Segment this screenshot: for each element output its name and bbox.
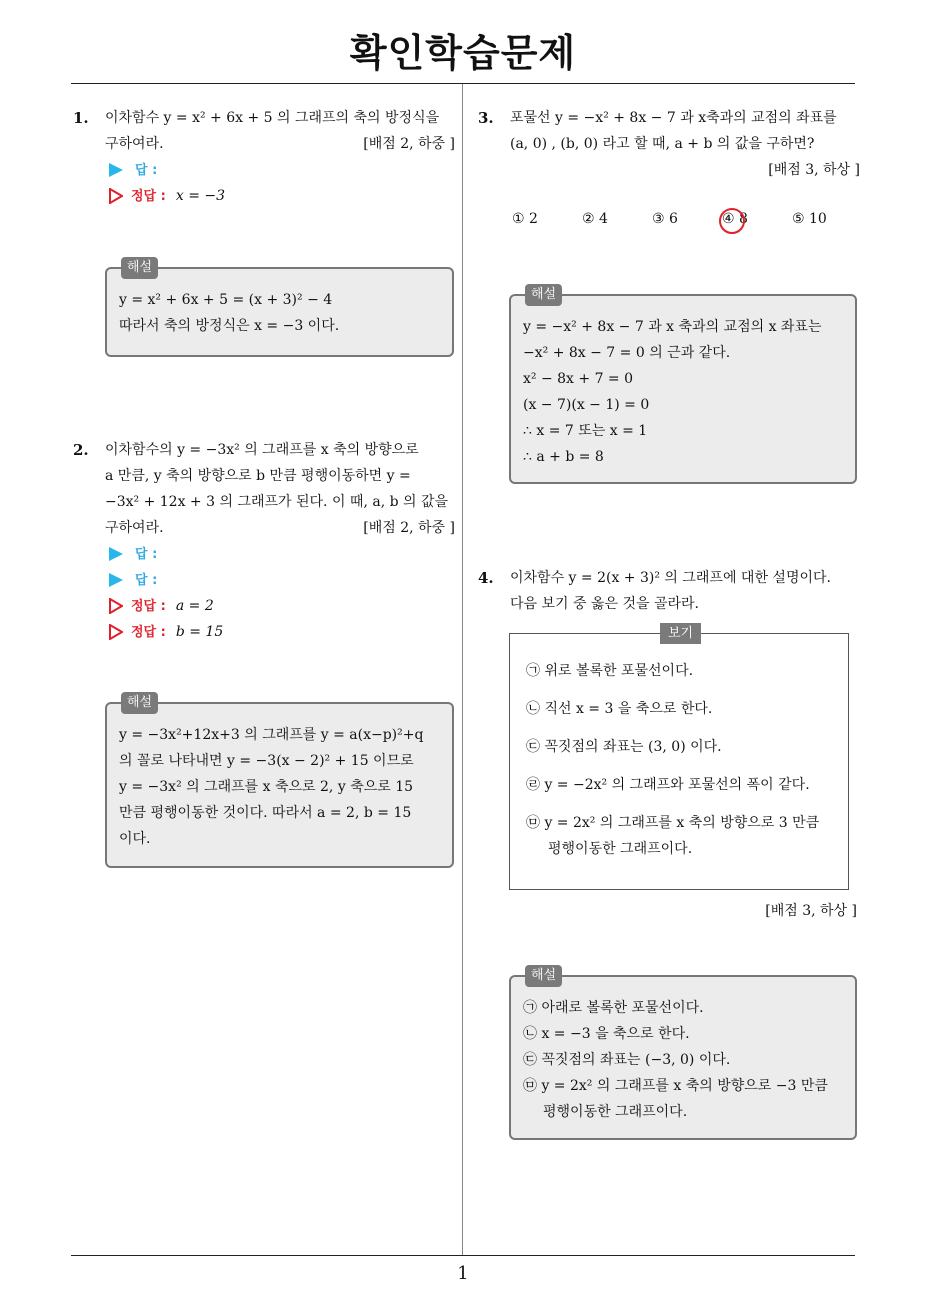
bogi-box [509,626,849,890]
solution-line: 따라서 축의 방정식은 x = −3 이다. [119,318,340,334]
problem-4 [478,565,860,617]
problem-line: 다음 보기 중 옳은 것을 골라라. [510,596,699,612]
page-number: 1 [457,1263,469,1284]
solution-box [509,968,857,1140]
correct-label: 정답 : [131,625,166,640]
solution-box [105,695,454,868]
solution-line: y = −3x²+12x+3 의 그래프를 y = a(x−p)²+q [119,727,424,743]
problem-line: (a, 0) , (b, 0) 라고 할 때, a + b 의 값을 구하면? [510,136,815,152]
problem-2 [73,437,455,645]
problem-text [510,105,860,183]
problem-number: 4. [478,569,494,587]
answer-label: 답 : [135,573,158,588]
bogi-tag: 보기 [660,623,701,644]
problem-text [105,105,455,157]
problem-line: 구하여라. [105,136,164,152]
problem-number: 1. [73,109,89,127]
solution-line: y = −x² + 8x − 7 과 x 축과의 교점의 x 좌표는 [523,319,822,335]
answer-label: 답 : [135,163,158,178]
correct-label: 정답 : [131,189,166,204]
bogi-item: ㉡ 직선 x = 3 을 축으로 한다. [526,701,713,717]
problem-text [105,437,455,541]
problem-line: 포물선 y = −x² + 8x − 7 과 x축과의 교점의 좌표를 [510,110,837,126]
bogi-item: ㉠ 위로 볼록한 포물선이다. [526,663,694,679]
bogi-item: ㉣ y = −2x² 의 그래프와 포물선의 폭이 같다. [526,777,810,793]
score-label: [배점 3, 하상 ] [768,162,860,178]
solution-line: ∴ x = 7 또는 x = 1 [523,423,648,439]
solution-tag: 해설 [525,965,562,987]
play-triangle-icon [109,547,123,561]
solution-line: y = x² + 6x + 5 = (x + 3)² − 4 [119,292,333,308]
choice-list [512,211,852,235]
solution-line: x² − 8x + 7 = 0 [523,371,634,387]
problem-1 [73,105,455,209]
answer-row[interactable] [109,541,455,567]
score-label: [배점 3, 하상 ] [765,903,857,919]
choice-3[interactable]: ③ 6 [652,211,678,227]
play-triangle-icon [109,573,123,587]
bogi-item: ㉢ 꼭짓점의 좌표는 (3, 0) 이다. [526,739,722,755]
outline-triangle-icon [109,624,123,640]
page-title: 확인학습문제 [349,31,577,75]
solution-line: ㉡ x = −3 을 축으로 한다. [523,1026,690,1042]
correct-answer-row [109,183,455,209]
answer-row[interactable] [109,157,455,183]
solution-line: (x − 7)(x − 1) = 0 [523,397,650,413]
choice-4[interactable]: ④ 8 [722,211,748,227]
solution-line: 의 꼴로 나타내면 y = −3(x − 2)² + 15 이므로 [119,753,414,769]
problem-3 [478,105,860,183]
solution-box [509,287,857,484]
correct-value: x = −3 [175,188,226,204]
solution-line: 이다. [119,831,151,847]
problem-number: 2. [73,441,89,459]
problem-text [510,565,860,617]
problem-line: a 만큼, y 축의 방향으로 b 만큼 평행이동하면 y = [105,468,411,484]
solution-line: 만큼 평행이동한 것이다. 따라서 a = 2, b = 15 [119,805,412,821]
solution-box [105,260,454,357]
play-triangle-icon [109,163,123,177]
correct-value: b = 15 [175,624,224,640]
solution-line: ㉠ 아래로 볼록한 포물선이다. [523,1000,704,1016]
solution-tag: 해설 [121,692,158,714]
problem-line: 이차함수의 y = −3x² 의 그래프를 x 축의 방향으로 [105,442,419,458]
footer-rule [71,1255,855,1256]
correct-answer-row [109,593,455,619]
solution-line: ㉤ y = 2x² 의 그래프를 x 축의 방향으로 −3 만큼 평행이동한 그래프이다. [523,1078,828,1120]
correct-answer-row [109,619,455,645]
score-label: [배점 2, 하중 ] [363,136,455,152]
score-label: [배점 2, 하중 ] [363,520,455,536]
header-rule [71,83,855,84]
solution-tag: 해설 [121,257,158,279]
solution-line: ㉢ 꼭짓점의 좌표는 (−3, 0) 이다. [523,1052,731,1068]
solution-line: −x² + 8x − 7 = 0 의 근과 같다. [523,345,731,361]
choice-5[interactable]: ⑤ 10 [792,211,827,227]
bogi-item: ㉤ y = 2x² 의 그래프를 x 축의 방향으로 3 만큼 평행이동한 그래프이다. [526,815,820,857]
correct-value: a = 2 [175,598,214,614]
column-divider [462,84,463,1256]
answer-row[interactable] [109,567,455,593]
problem-line: 이차함수 y = x² + 6x + 5 의 그래프의 축의 방정식을 [105,110,440,126]
solution-tag: 해설 [525,284,562,306]
problem-number: 3. [478,109,494,127]
choice-2[interactable]: ② 4 [582,211,608,227]
solution-line: y = −3x² 의 그래프를 x 축으로 2, y 축으로 15 [119,779,414,795]
problem-line: 구하여라. [105,520,164,536]
outline-triangle-icon [109,598,123,614]
correct-label: 정답 : [131,599,166,614]
problem-line: −3x² + 12x + 3 의 그래프가 된다. 이 때, a, b 의 값을 [105,494,449,510]
answer-label: 답 : [135,547,158,562]
solution-line: ∴ a + b = 8 [523,449,604,465]
outline-triangle-icon [109,188,123,204]
choice-1[interactable]: ① 2 [512,211,538,227]
selected-circle-mark [719,208,745,234]
problem-line: 이차함수 y = 2(x + 3)² 의 그래프에 대한 설명이다. [510,570,831,586]
